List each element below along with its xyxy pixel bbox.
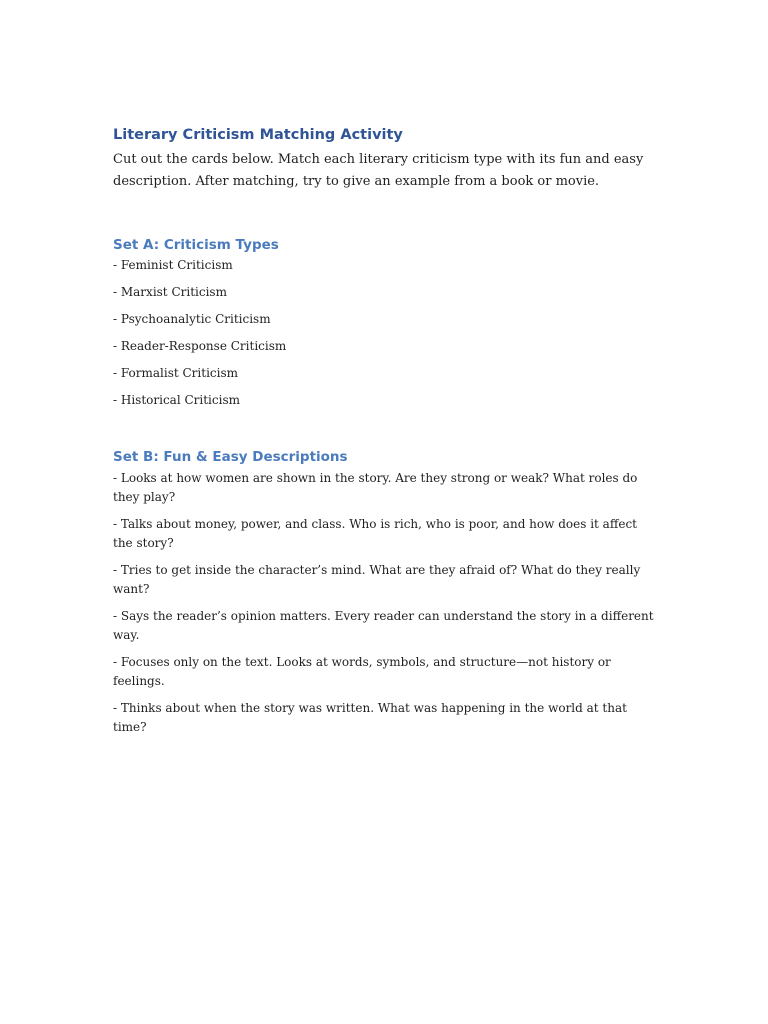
set-b-section	[113, 447, 658, 737]
criticism-types-list	[113, 257, 658, 409]
criticism-type-item: - Reader-Response Criticism	[113, 339, 287, 353]
description-item: - Tries to get inside the character’s mind. What are they afraid of? What do they really want?	[113, 563, 641, 596]
criticism-type-item: - Feminist Criticism	[113, 258, 233, 272]
criticism-type-item: - Formalist Criticism	[113, 366, 239, 380]
intro-paragraph: Cut out the cards below. Match each literary criticism type with its fun and easy description. After matching, try to give an example from a book or movie.	[113, 152, 644, 189]
description-item: - Looks at how women are shown in the story. Are they strong or weak? What roles do they play?	[113, 471, 638, 504]
criticism-type-item: - Psychoanalytic Criticism	[113, 312, 271, 326]
set-b-heading: Set B: Fun & Easy Descriptions	[113, 449, 348, 465]
set-a-section	[113, 235, 658, 409]
description-item: - Talks about money, power, and class. Who is rich, who is poor, and how does it affect the story?	[113, 517, 638, 550]
description-item: - Thinks about when the story was written. What was happening in the world at that time?	[113, 701, 627, 734]
set-a-heading: Set A: Criticism Types	[113, 237, 279, 253]
descriptions-list	[113, 469, 658, 737]
document-title: Literary Criticism Matching Activity	[113, 127, 403, 143]
description-item: - Focuses only on the text. Looks at words, symbols, and structure—not history or feelings.	[113, 655, 611, 688]
criticism-type-item: - Historical Criticism	[113, 393, 240, 407]
criticism-type-item: - Marxist Criticism	[113, 285, 227, 299]
description-item: - Says the reader’s opinion matters. Every reader can understand the story in a different way.	[113, 609, 654, 642]
document-page	[113, 125, 658, 745]
